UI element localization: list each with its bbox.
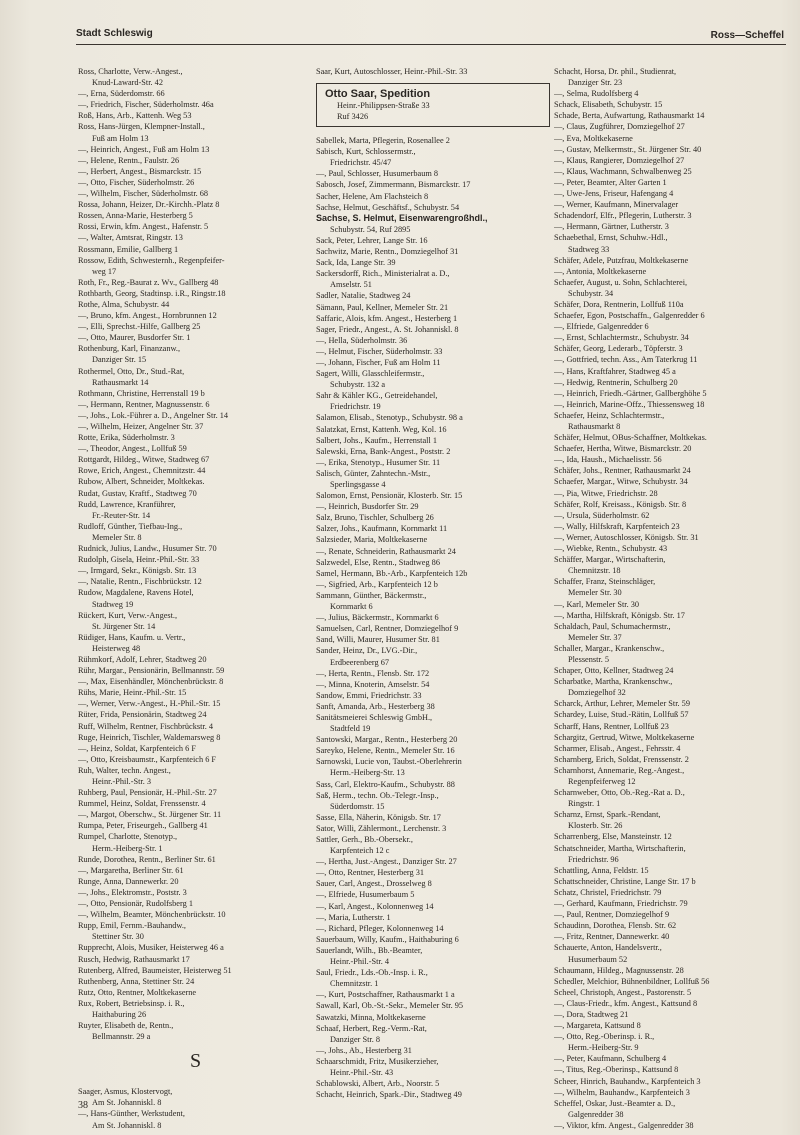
directory-entry: Sämann, Paul, Kellner, Memeler Str. 21 — [316, 302, 449, 312]
directory-entry: Schablowski, Albert, Arb., Noorstr. 5 — [316, 1079, 440, 1089]
directory-entry: —, Johs., Ab., Hesterberg 31 — [316, 1045, 412, 1055]
directory-entry: Schäfer, Rolf, Kreisass., Königsb. Str. 8 — [554, 499, 687, 509]
directory-entry: —, Fritz, Rentner, Dannewerkr. 40 — [554, 932, 670, 942]
directory-entry: Sacher, Helene, Am Flachsteich 8 — [316, 191, 429, 201]
directory-entry: Schaefer, Margar., Witwe, Schubystr. 34 — [554, 477, 688, 487]
directory-entry: —, Karl, Angest., Kolonnenweg 14 — [316, 901, 434, 911]
directory-entry: —, Antonia, Moltkekaserne — [554, 266, 647, 276]
directory-entry: Heisterweg 48 — [92, 643, 141, 653]
directory-entry: —, Maria, Lutherstr. 1 — [316, 912, 391, 922]
directory-entry: Scheer, Hinrich, Bauhandw., Karpfenteich 3 — [554, 1076, 701, 1086]
directory-entry: Sandow, Emmi, Friedrichstr. 33 — [316, 690, 422, 700]
directory-entry: —, Otto, Pensionär, Rudolfsberg 1 — [78, 899, 193, 909]
directory-entry: Salbert, Johs., Kaufm., Herrenstall 1 — [316, 435, 437, 445]
directory-entry: Sauerlandt, Wilh., Bb.-Beamter, — [316, 945, 423, 955]
directory-entry: —, Otto, Reg.-Oberinsp. i. R., — [554, 1032, 655, 1042]
directory-entry: Sauer, Carl, Angest., Drosselweg 8 — [316, 879, 432, 889]
directory-entry: Rotte, Erika, Süderholmstr. 3 — [78, 433, 175, 443]
directory-entry: Rupp, Emil, Fernm.-Bauhandw., — [78, 921, 187, 931]
directory-entry: Scharmer, Elisab., Angest., Fehrsstr. 4 — [554, 743, 681, 753]
directory-entry: Memeler Str. 30 — [568, 588, 622, 598]
directory-entry: Schedler, Melchior, Bühnenbildner, Lollfuß 56 — [554, 976, 710, 986]
directory-entry: —, Herbert, Angest., Bismarckstr. 15 — [78, 166, 202, 176]
directory-entry: —, Gustav, Melkermstr., St. Jürgener Str. 40 — [554, 144, 702, 154]
directory-entry: Rottgardt, Hildeg., Witwe, Stadtweg 67 — [78, 455, 210, 465]
directory-entry: Sator, Willi, Zählermont., Lerchenstr. 3 — [316, 823, 447, 833]
directory-entry: Salomon, Ernst, Pensionär, Klosterb. Str. 15 — [316, 491, 463, 501]
ad-company-name: Otto Saar, Spedition — [325, 88, 431, 101]
directory-entry: Schaffer, Franz, Steinschläger, — [554, 577, 656, 587]
directory-entry: —, Hedwig, Rentnerin, Schulberg 20 — [554, 377, 678, 387]
directory-entry: Schaebethal, Ernst, Schuhw.-Hdl., — [554, 233, 668, 243]
directory-entry: Regenpfeiferweg 12 — [568, 777, 636, 786]
directory-entry: —, Max, Eisenhändler, Mönchenbrückstr. 8 — [78, 677, 224, 687]
directory-entry: Bellmannstr. 29 a — [92, 1032, 151, 1042]
directory-entry: Sarnowski, Lucie von, Taubst.-Oberlehrerin — [316, 757, 462, 767]
directory-entry: Sanitätsmeierei Schleswig GmbH., — [316, 712, 433, 722]
directory-entry: Schack, Elisabeth, Schubystr. 15 — [554, 100, 663, 110]
directory-entry: Rossen, Anna-Marie, Hesterberg 5 — [78, 211, 193, 221]
directory-entry: Rathausmarkt 8 — [568, 422, 621, 431]
directory-entry: Rückert, Kurt, Verw.-Angest., — [78, 610, 178, 620]
directory-entry: Herm.-Heiberg-Str. 1 — [92, 843, 163, 853]
directory-entry: Rubow, Albert, Schneider, Moltkekas. — [78, 477, 205, 487]
directory-entry: Sasse, Ella, Näherin, Königsb. Str. 17 — [316, 812, 441, 822]
directory-entry: Schacht, Horsa, Dr. phil., Studienrat, — [554, 67, 677, 76]
directory-entry: Rothe, Alma, Schubystr. 44 — [78, 299, 170, 309]
directory-entry: —, Wilhelm, Beamter, Mönchenbrückstr. 10 — [78, 910, 226, 920]
directory-entry: —, Viktor, kfm. Angest., Galgenredder 38 — [554, 1120, 694, 1130]
directory-entry: Sachse, Helmut, Geschäftsf., Schubystr. 54 — [316, 202, 460, 212]
directory-entry: —, Johann, Fischer, Fuß am Holm 11 — [316, 357, 441, 367]
directory-entry: —, Renate, Schneiderin, Rathausmarkt 24 — [316, 546, 456, 556]
directory-entry: Schäfer, Johs., Rentner, Rathausmarkt 24 — [554, 466, 691, 476]
directory-entry: Ruhberg, Paul, Pensionär, H.-Phil.-Str. 27 — [78, 788, 217, 798]
directory-entry: Saager, Asmus, Klostervogt, — [78, 1087, 173, 1097]
directory-entry: —, Peter, Beamter, Alter Garten 1 — [554, 177, 667, 187]
directory-entry: Rüdiger, Hans, Kaufm. u. Vertr., — [78, 632, 186, 642]
directory-entry: Sager, Friedr., Angest., A. St. Johanniskl. 8 — [316, 324, 459, 334]
directory-entry: Sass, Carl, Elektro-Kaufm., Schubystr. 88 — [316, 779, 455, 789]
directory-entry: Erdbeerenberg 67 — [330, 657, 390, 667]
directory-entry: Schubystr. 54, Ruf 2895 — [330, 224, 411, 234]
directory-entry: —, Claus-Friedr., kfm. Angest., Kattsund 8 — [554, 998, 698, 1008]
directory-entry: Sander, Heinz, Dr., LVG.-Dir., — [316, 646, 418, 656]
directory-entry: —, Paul, Rentner, Domziegelhof 9 — [554, 910, 670, 920]
directory-entry: Scharck, Arthur, Lehrer, Memeler Str. 59 — [554, 699, 690, 709]
directory-entry: St. Jürgener Str. 14 — [92, 621, 156, 631]
directory-entry: Sabisch, Kurt, Schlossermstr., — [316, 147, 416, 157]
directory-entry: Rothmann, Christine, Herrenstall 19 b — [78, 388, 205, 398]
directory-entry: Rudat, Gustav, Kraftf., Stadtweg 70 — [78, 488, 197, 498]
directory-entry: —, Johs., Elektromstr., Poststr. 3 — [78, 887, 187, 897]
directory-entry: Ruff, Wilhelm, Rentner, Fischbrückstr. 4 — [78, 721, 213, 731]
directory-entry: Saar, Kurt, Autoschlosser, Heinr.-Phil.-Str. 33 — [316, 67, 468, 76]
directory-entry: Runge, Anna, Dannewerkr. 20 — [78, 876, 179, 886]
directory-entry: —, Klaus, Wachmann, Schwalbenweg 25 — [554, 166, 692, 176]
directory-entry: Scharff, Hans, Rentner, Lollfuß 23 — [554, 721, 669, 731]
directory-entry: Sauerbaum, Willy, Kaufm., Haithaburing 6 — [316, 934, 459, 944]
directory-entry: —, Bruno, kfm. Angest., Hornbrunnen 12 — [78, 311, 217, 321]
directory-entry: Stadtweg 33 — [568, 244, 610, 254]
directory-entry: Schauerte, Anton, Handelsvertr., — [554, 943, 662, 953]
directory-entry: Schattling, Anna, Feldstr. 15 — [554, 865, 649, 875]
directory-entry: —, Theodor, Angest., Lollfuß 59 — [78, 444, 187, 454]
directory-entry: —, Heinrich, Busdorfer Str. 29 — [316, 502, 419, 512]
directory-entry: Rossow, Edith, Schwesternh., Regenpfeifer- — [78, 255, 225, 265]
directory-entry: —, Johs., Lok.-Führer a. D., Angelner Str. 14 — [78, 410, 229, 420]
directory-entry: Sawatzki, Minna, Moltkekaserne — [316, 1012, 426, 1022]
directory-entry: Stadtweg 19 — [92, 599, 134, 609]
directory-entry: —, Gottfried, techn. Ass., Am Taterkrug 11 — [554, 355, 698, 365]
directory-entry: Sawall, Karl, Ob.-St.-Sekr., Memeler Str. 95 — [316, 1001, 464, 1011]
directory-entry: Chemnitzstr. 18 — [568, 566, 621, 576]
directory-entry: Scharnz, Ernst, Spark.-Rendant, — [554, 810, 661, 820]
directory-entry: —, Ursula, Süderholmstr. 62 — [554, 510, 650, 520]
directory-entry: Schaefer, Egon, Postschaffn., Galgenredder 6 — [554, 311, 705, 321]
directory-entry: Rühr, Margar., Pensionärin, Bellmannstr. 59 — [78, 666, 225, 676]
directory-entry: Stettiner Str. 30 — [92, 932, 144, 942]
directory-entry: Sperlingsgasse 4 — [330, 480, 386, 489]
directory-entry: —, Kurt, Postschaffner, Rathausmarkt 1 a — [316, 990, 455, 1000]
directory-entry: —, Irmgard, Sekr., Königsb. Str. 13 — [78, 566, 197, 576]
directory-entry: Galgenredder 38 — [568, 1109, 624, 1119]
directory-entry: Rühmkorf, Adolf, Lehrer, Stadtweg 20 — [78, 654, 207, 664]
directory-entry: Sareyko, Helene, Rentn., Memeler Str. 16 — [316, 746, 455, 756]
directory-entry: Rüter, Frida, Pensionärin, Stadtweg 24 — [78, 710, 207, 720]
directory-entry: Karpfenteich 12 c — [330, 846, 390, 856]
directory-entry: Schaaf, Herbert, Reg.-Verm.-Rat, — [316, 1023, 427, 1033]
directory-entry: Schardey, Luise, Stud.-Rätin, Lollfuß 57 — [554, 710, 689, 720]
directory-entry: —, Otto, Maurer, Busdorfer Str. 1 — [78, 333, 191, 343]
directory-entry: Ruthenberg, Anna, Stettiner Str. 24 — [78, 976, 195, 986]
directory-entry: Sack, Ida, Lange Str. 39 — [316, 258, 396, 268]
directory-entry: Schaumann, Hildeg., Magnussenstr. 28 — [554, 965, 684, 975]
directory-entry: Scharrenberg, Else, Mansteinstr. 12 — [554, 832, 672, 842]
directory-entry: Rühs, Marie, Heinr.-Phil.-Str. 15 — [78, 688, 187, 698]
directory-entry: —, Margaretha, Berliner Str. 61 — [78, 865, 184, 875]
directory-entry: Rudloff, Günther, Tiefbau-Ing., — [78, 521, 183, 531]
directory-entry: Domziegelhof 32 — [568, 688, 626, 698]
directory-column-1 — [78, 66, 313, 1131]
directory-entry: Schaarschmidt, Fritz, Musikerzieher, — [316, 1056, 439, 1066]
directory-entry: weg 17 — [92, 266, 117, 276]
directory-entry: Ruh, Walter, techn. Angest., — [78, 765, 171, 775]
directory-entry: Amselstr. 51 — [330, 280, 372, 290]
directory-entry: —, Heinrich, Angest., Fuß am Holm 13 — [78, 144, 210, 154]
directory-entry: Rossa, Johann, Heizer, Dr.-Kirchh.-Platz 8 — [78, 200, 220, 210]
directory-entry: Rudolph, Gisela, Heinr.-Phil.-Str. 33 — [78, 555, 200, 565]
header-rule — [76, 44, 786, 45]
directory-entry: —, Martha, Hilfskraft, Königsb. Str. 17 — [554, 610, 685, 620]
directory-entry: Rothermel, Otto, Dr., Stud.-Rat, — [78, 366, 185, 376]
directory-entry: —, Wiebke, Rentn., Schubystr. 43 — [554, 544, 668, 554]
directory-entry: Rudnick, Julius, Landw., Husumer Str. 70 — [78, 544, 217, 554]
directory-entry: Friedrichstr. 96 — [568, 854, 619, 864]
directory-entry: Ruge, Heinrich, Tischler, Waldemarsweg 8 — [78, 732, 221, 742]
directory-entry: Sagert, Willi, Glasschleifermstr., — [316, 369, 425, 379]
directory-entry: Scharnhorst, Annemarie, Reg.-Angest., — [554, 765, 685, 775]
directory-entry: —, Dora, Stadtweg 21 — [554, 1009, 629, 1019]
directory-entry: —, Wilhelm, Heizer, Angelner Str. 37 — [78, 422, 204, 431]
directory-entry: Schade, Berta, Aufwartung, Rathausmarkt 14 — [554, 111, 705, 121]
directory-entry: Schargitz, Gertrud, Witwe, Moltkekaserne — [554, 732, 695, 742]
directory-entry: Sackersdorff, Rich., Ministerialrat a. D., — [316, 269, 450, 279]
directory-entry: Rumpa, Peter, Friseurgeh., Gallberg 41 — [78, 821, 208, 831]
directory-entry: Ross, Hans-Jürgen, Klempner-Install., — [78, 122, 205, 132]
directory-entry: —, Margot, Oberschw., St. Jürgener Str. 11 — [78, 810, 222, 820]
directory-entry: Salzsieder, Maria, Moltkekaserne — [316, 535, 428, 545]
ad-phone: Ruf 3426 — [337, 111, 369, 121]
directory-entry: Memeler Str. 37 — [568, 632, 622, 642]
directory-entry: Salewski, Erna, Bank-Angest., Poststr. 2 — [316, 446, 451, 456]
directory-entry: Heinr.-Phil.-Str. 4 — [330, 957, 390, 967]
directory-entry: —, Helmut, Fischer, Süderholmstr. 33 — [316, 346, 443, 356]
directory-entry: —, Natalie, Rentn., Fischbrückstr. 12 — [78, 577, 202, 587]
directory-entry: Sachse, S. Helmut, Eisenwarengroßhdl., — [316, 212, 488, 223]
directory-entry: —, Uwe-Jens, Friseur, Hafengang 4 — [554, 189, 674, 199]
directory-entry: Schubystr. 34 — [568, 288, 614, 298]
directory-entry: Husumerbaum 52 — [568, 954, 628, 964]
directory-entry: Saul, Friedr., Lds.-Ob.-Insp. i. R., — [316, 968, 428, 978]
directory-entry: Salzer, Johs., Kaufmann, Kornmarkt 11 — [316, 524, 448, 534]
directory-entry: Scharnberg, Erich, Soldat, Frenssenstr. 2 — [554, 754, 689, 764]
directory-entry: —, Gerhard, Kaufmann, Friedrichstr. 79 — [554, 899, 688, 909]
directory-entry: Rummel, Heinz, Soldat, Frenssenstr. 4 — [78, 799, 206, 809]
directory-entry: Herm.-Heiberg-Str. 13 — [330, 768, 405, 778]
directory-column-3 — [554, 66, 794, 1131]
directory-entry: —, Herta, Rentn., Flensb. Str. 172 — [316, 668, 430, 678]
directory-entry: Sammann, Günther, Bäckermstr., — [316, 590, 427, 600]
directory-entry: Sanft, Amanda, Arb., Hesterberg 38 — [316, 701, 435, 711]
directory-entry: Schattschneider, Christine, Lange Str. 17 b — [554, 876, 696, 886]
directory-entry: Rutenberg, Alfred, Baumeister, Heisterweg 51 — [78, 965, 232, 975]
directory-entry: —, Minna, Knoterin, Amselstr. 54 — [316, 679, 430, 689]
directory-entry: Santowski, Margar., Rentn., Hesterberg 20 — [316, 735, 458, 745]
directory-entry: —, Paul, Schlosser, Husumerbaum 8 — [316, 169, 439, 179]
directory-entry: —, Otto, Kreisbaumstr., Karpfenteich 6 F — [78, 754, 217, 764]
directory-entry: —, Elli, Sprechst.-Hilfe, Gallberg 25 — [78, 322, 201, 332]
directory-entry: Sahr & Kähler KG., Getreidehandel, — [316, 391, 438, 401]
directory-entry: —, Elfriede, Galgenredder 6 — [554, 322, 649, 332]
directory-entry: Rudow, Magdalene, Ravens Hotel, — [78, 588, 194, 598]
directory-entry: —, Margareta, Kattsund 8 — [554, 1021, 641, 1031]
directory-entry: Runde, Dorothea, Rentn., Berliner Str. 61 — [78, 854, 216, 864]
directory-entry: Sand, Willi, Maurer, Husumer Str. 81 — [316, 635, 440, 645]
directory-entry: Sattler, Gerh., Bb.-Obersekr., — [316, 835, 413, 844]
directory-entry: —, Hermann, Gärtner, Lutherstr. 3 — [554, 222, 669, 232]
directory-entry: Heinr.-Phil.-Str. 43 — [330, 1067, 394, 1077]
directory-entry: Schaldach, Paul, Schumachermstr., — [554, 621, 671, 631]
directory-entry: —, Titus, Reg.-Oberinsp., Kattsund 8 — [554, 1065, 679, 1075]
directory-entry: —, Wilhelm, Fischer, Süderholmstr. 68 — [78, 189, 209, 199]
directory-entry: Am St. Johanniskl. 8 — [92, 1098, 162, 1108]
directory-entry: Schaefer, Hertha, Witwe, Bismarckstr. 20 — [554, 444, 692, 454]
directory-entry: Sack, Peter, Lehrer, Lange Str. 16 — [316, 235, 428, 245]
directory-entry: Ruyter, Elisabeth de, Rentn., — [78, 1021, 174, 1031]
directory-entry: Scharbatke, Martha, Krankenschw., — [554, 677, 673, 687]
directory-entry: Friedrichstr. 45/47 — [330, 158, 392, 168]
directory-entry: Rutz, Otto, Rentner, Moltkekaserne — [78, 987, 197, 997]
directory-entry: Knud-Laward-Str. 42 — [92, 78, 163, 88]
directory-entry: Rowe, Erich, Angest., Chemnitzstr. 44 — [78, 466, 206, 476]
directory-entry: —, Julius, Bäckermstr., Kornmarkt 6 — [316, 613, 439, 623]
directory-entry: Fr.-Reuter-Str. 14 — [92, 510, 151, 520]
directory-entry: —, Werner, Autoschlosser, Königsb. Str. 31 — [554, 532, 699, 542]
directory-entry: Sachwitz, Marie, Rentn., Domziegelhof 31 — [316, 247, 459, 257]
directory-entry: Danziger Str. 8 — [330, 1034, 380, 1044]
directory-entry: Memeler Str. 8 — [92, 532, 142, 542]
directory-entry: —, Claus, Zugführer, Domziegelhof 27 — [554, 122, 685, 132]
directory-entry: Am St. Johanniskl. 8 — [92, 1120, 162, 1130]
directory-entry: —, Otto, Rentner, Hesterberg 31 — [316, 868, 425, 878]
directory-entry: Salzwedel, Else, Rentn., Stadtweg 86 — [316, 557, 440, 567]
directory-entry: Samuelsen, Carl, Rentner, Domziegelhof 9 — [316, 624, 459, 634]
directory-entry: —, Werner, Kaufmann, Minervalager — [554, 200, 679, 210]
directory-entry: Rusch, Hedwig, Rathausmarkt 17 — [78, 954, 190, 964]
directory-entry: Salz, Bruno, Tischler, Schulberg 26 — [316, 513, 434, 523]
directory-entry: Schadendorf, Elfr., Pflegerin, Lutherstr. 3 — [554, 211, 692, 221]
directory-entry: Salamon, Elisab., Stenotyp., Schubystr. 98 a — [316, 413, 463, 423]
directory-entry: Haithaburing 26 — [92, 1009, 147, 1019]
directory-column-2 — [316, 66, 556, 1100]
directory-entry: —, Sigfried, Arb., Karpfenteich 12 b — [316, 579, 438, 589]
page-header-city: Stadt Schleswig — [76, 28, 153, 39]
directory-entry: Scheel, Christoph, Angest., Pastorenstr. 5 — [554, 987, 692, 997]
directory-entry: Scheffel, Oskar, Just.-Beamter a. D., — [554, 1098, 676, 1108]
directory-entry: —, Erika, Stenotyp., Husumer Str. 11 — [316, 457, 441, 467]
directory-entry: Rathausmarkt 14 — [92, 377, 149, 387]
directory-entry: —, Heinrich, Marine-Offz., Thiessensweg 18 — [554, 399, 705, 409]
page-number: 38 — [78, 1100, 88, 1111]
directory-entry: Sadler, Natalie, Stadtweg 24 — [316, 291, 411, 301]
directory-entry: Roß, Hans, Arb., Kattenh. Weg 53 — [78, 111, 192, 121]
directory-entry: —, Otto, Fischer, Süderholmstr. 26 — [78, 177, 195, 187]
directory-entry: Sabellek, Marta, Pflegerin, Rosenallee 2 — [316, 136, 450, 146]
directory-entry: Danziger Str. 15 — [92, 355, 147, 365]
directory-entry: Schaefer, August, u. Sohn, Schlachterei, — [554, 277, 688, 287]
directory-entry: Rossi, Erwin, kfm. Angest., Hafenstr. 5 — [78, 222, 209, 232]
directory-entry: —, Klaus, Rangierer, Domziegelhof 27 — [554, 155, 685, 165]
directory-entry: Schäfer, Georg, Lederarb., Töpferstr. 3 — [554, 344, 683, 354]
directory-entry: Saß, Herm., techn. Ob.-Telegr.-Insp., — [316, 790, 439, 800]
directory-entry: —, Hans-Günther, Werkstudent, — [78, 1109, 185, 1119]
page-header-range: Ross—Scheffel — [710, 30, 784, 41]
directory-entry: Salisch, Günter, Zahntechn.-Mstr., — [316, 468, 431, 478]
directory-entry: Heinr.-Phil.-Str. 3 — [92, 777, 152, 786]
directory-entry: Schäffer, Margar., Wirtschafterin, — [554, 555, 666, 565]
directory-entry: Süderdomstr. 15 — [330, 801, 385, 811]
directory-entry: —, Heinz, Soldat, Karpfenteich 6 F — [78, 743, 196, 753]
directory-entry: Schaller, Margar., Krankenschw., — [554, 643, 665, 653]
directory-entry: Rudd, Lawrence, Kranführer, — [78, 499, 176, 509]
directory-entry: Rumpel, Charlotte, Stenotyp., — [78, 832, 178, 842]
directory-entry: —, Heinrich, Friedh.-Gärtner, Gallberghöhe 5 — [554, 388, 707, 398]
directory-entry: Rossmann, Emilie, Gallberg 1 — [78, 244, 179, 254]
directory-entry: —, Hans, Kraftfahrer, Stadtweg 45 a — [554, 366, 676, 376]
directory-entry: Schatz, Christel, Friedrichstr. 79 — [554, 887, 662, 897]
directory-entry: —, Hella, Süderholmstr. 36 — [316, 335, 408, 345]
directory-entry: —, Werner, Verw.-Angest., H.-Phil.-Str. 15 — [78, 699, 221, 709]
directory-entry: Kornmarkt 6 — [330, 602, 373, 612]
directory-entry: —, Helene, Rentn., Faulstr. 26 — [78, 155, 180, 165]
advertisement-otto-saar — [316, 83, 550, 127]
directory-entry: —, Ida, Haush., Michaelisstr. 56 — [554, 455, 662, 465]
ad-address: Heinr.-Philippsen-Straße 33 — [337, 101, 430, 111]
directory-entry: Saffaric, Alois, kfm. Angest., Hesterberg 1 — [316, 313, 458, 323]
directory-entry: Rupprecht, Alois, Musiker, Heisterweg 46 a — [78, 943, 224, 953]
directory-entry: —, Walter, Amtsrat, Ringstr. 13 — [78, 233, 183, 243]
directory-entry: —, Hertha, Just.-Angest., Danziger Str. 27 — [316, 857, 457, 867]
directory-entry: Samel, Hermann, Bb.-Arb., Karpfenteich 12b — [316, 568, 468, 578]
directory-entry: —, Elfriede, Husumerbaum 5 — [316, 890, 415, 900]
directory-entry: —, Ernst, Schlachtermstr., Schubystr. 34 — [554, 333, 689, 343]
directory-entry: Fuß am Holm 13 — [92, 133, 149, 143]
directory-entry: Schaudinn, Dorothea, Flensb. Str. 62 — [554, 921, 677, 931]
directory-entry: Rothbarth, Georg, Stadtinsp. i.R., Ringstr.18 — [78, 288, 226, 298]
directory-entry: Stadtfeld 19 — [330, 724, 371, 734]
directory-entry: Salatzkat, Ernst, Kattenh. Weg, Kol. 16 — [316, 424, 447, 434]
directory-entry: Friedrichstr. 19 — [330, 402, 381, 412]
directory-entry: Rothenburg, Karl, Finanzanw., — [78, 344, 181, 354]
directory-entry: Rux, Robert, Betriebsinsp. i. R., — [78, 998, 185, 1008]
directory-entry: Roth, Fr., Reg.-Baurat z. Wv., Gallberg 48 — [78, 277, 219, 287]
directory-entry: —, Wilhelm, Bauhandw., Karpfenteich 3 — [554, 1087, 690, 1097]
directory-entry: Herm.-Heiberg-Str. 9 — [568, 1043, 639, 1053]
directory-entry: Schatschneider, Martha, Wirtschafterin, — [554, 843, 686, 853]
directory-entry: —, Peter, Kaufmann, Schulberg 4 — [554, 1054, 667, 1064]
directory-entry: Schacht, Heinrich, Spark.-Dir., Stadtweg 49 — [316, 1090, 462, 1100]
directory-entry: Schäfer, Helmut, OBus-Schaffner, Moltkekas. — [554, 433, 707, 443]
directory-entry: —, Friedrich, Fischer, Süderholmstr. 46a — [78, 100, 214, 110]
directory-entry: Sabosch, Josef, Zimmermann, Bismarckstr. 17 — [316, 180, 471, 190]
directory-entry: Ringstr. 1 — [568, 799, 601, 809]
directory-entry: —, Wally, Hilfskraft, Karpfenteich 23 — [554, 521, 680, 531]
directory-entry: Schäfer, Dora, Rentnerin, Lollfuß 110a — [554, 299, 684, 309]
directory-entry: —, Hermann, Rentner, Magnussenstr. 6 — [78, 399, 210, 409]
directory-entry: —, Richard, Pfleger, Kolonnenweg 14 — [316, 923, 444, 933]
directory-entry: —, Selma, Rudolfsberg 4 — [554, 89, 639, 99]
directory-entry: Schaefer, Heinz, Schlachtermstr., — [554, 410, 665, 420]
directory-entry: Schaper, Otto, Kellner, Stadtweg 24 — [554, 666, 674, 676]
directory-entry: —, Eva, Moltkekaserne — [554, 133, 633, 143]
directory-entry: Schubystr. 132 a — [330, 380, 386, 390]
directory-entry: —, Erna, Süderdomstr. 66 — [78, 89, 165, 99]
section-letter: S — [189, 1050, 202, 1073]
directory-entry: Schäfer, Adele, Putzfrau, Moltkekaserne — [554, 255, 689, 265]
directory-entry: Scharnweber, Otto, Ob.-Reg.-Rat a. D., — [554, 788, 685, 798]
directory-entry: Ross, Charlotte, Verw.-Angest., — [78, 67, 183, 76]
directory-entry: —, Pia, Witwe, Friedrichstr. 28 — [554, 488, 658, 498]
directory-entry: Chemnitzstr. 1 — [330, 979, 379, 989]
directory-entry: Danziger Str. 23 — [568, 78, 623, 88]
directory-entry: Plessenstr. 5 — [568, 654, 610, 664]
directory-entry: —, Karl, Memeler Str. 30 — [554, 599, 640, 609]
directory-entry: Klosterb. Str. 26 — [568, 821, 623, 831]
